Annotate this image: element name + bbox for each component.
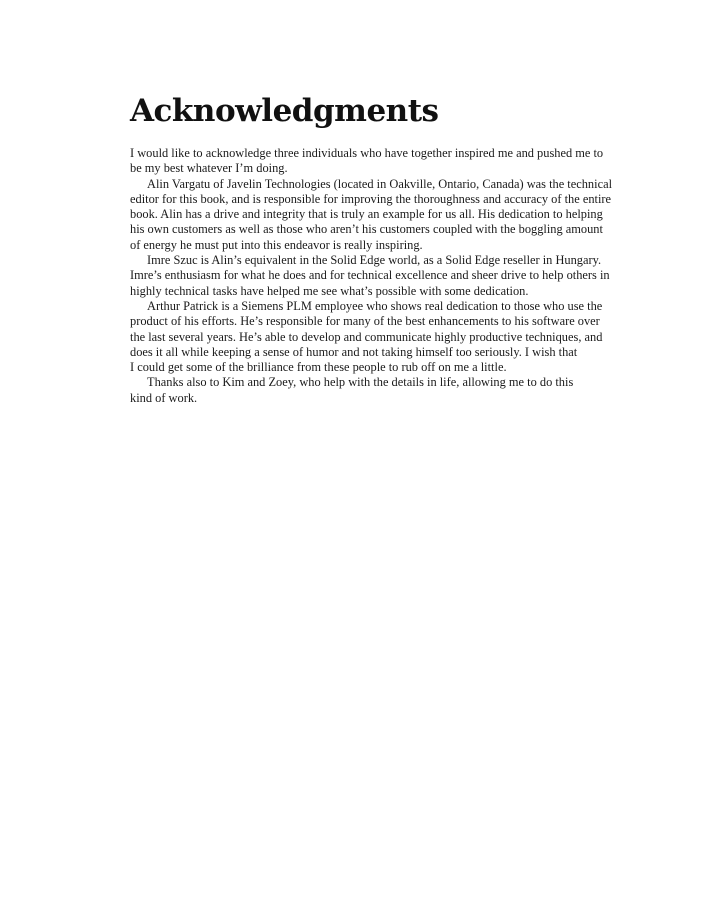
text-line: I could get some of the brilliance from these people to rub off on me a little. — [130, 360, 507, 375]
text-line: Arthur Patrick is a Siemens PLM employee who shows real dedication to those who use the — [147, 298, 603, 313]
paragraph-alin — [130, 177, 658, 253]
page-content — [130, 92, 658, 406]
text-line: editor for this book, and is responsible for improving the thoroughness and accuracy of the entire — [130, 191, 612, 206]
text-line: book. Alin has a drive and integrity that is truly an example for us all. His dedication to helping — [130, 207, 603, 222]
paragraph-imre — [130, 253, 658, 299]
paragraph-intro — [130, 146, 658, 177]
acknowledgments-body — [130, 146, 658, 406]
text-line: product of his efforts. He’s responsible for many of the best enhancements to his software over — [130, 314, 600, 329]
text-line: the last several years. He’s able to develop and communicate highly productive techniques, and — [130, 329, 603, 344]
text-line: I would like to acknowledge three individuals who have together inspired me and pushed me to — [130, 146, 604, 160]
text-line: Imre’s enthusiasm for what he does and for technical excellence and sheer drive to help others in — [130, 268, 610, 283]
text-line: highly technical tasks have helped me see what’s possible with some dedication. — [130, 283, 529, 298]
text-line: does it all while keeping a sense of humor and not taking himself too seriously. I wish that — [130, 344, 578, 359]
paragraph-thanks — [130, 375, 658, 406]
text-line: Imre Szuc is Alin’s equivalent in the Solid Edge world, as a Solid Edge reseller in Hungary. — [147, 253, 602, 268]
text-line: be my best whatever I’m doing. — [130, 161, 288, 176]
text-line: kind of work. — [130, 390, 198, 405]
text-line: Alin Vargatu of Javelin Technologies (located in Oakville, Ontario, Canada) was the technical — [147, 176, 613, 191]
text-line: of energy he must put into this endeavor is really inspiring. — [130, 237, 423, 252]
text-line: his own customers as well as those who aren’t his customers coupled with the boggling amount — [130, 222, 603, 237]
paragraph-arthur — [130, 299, 658, 375]
text-line: Thanks also to Kim and Zoey, who help with the details in life, allowing me to do this — [147, 375, 574, 390]
page-title: Acknowledgments — [130, 93, 439, 129]
